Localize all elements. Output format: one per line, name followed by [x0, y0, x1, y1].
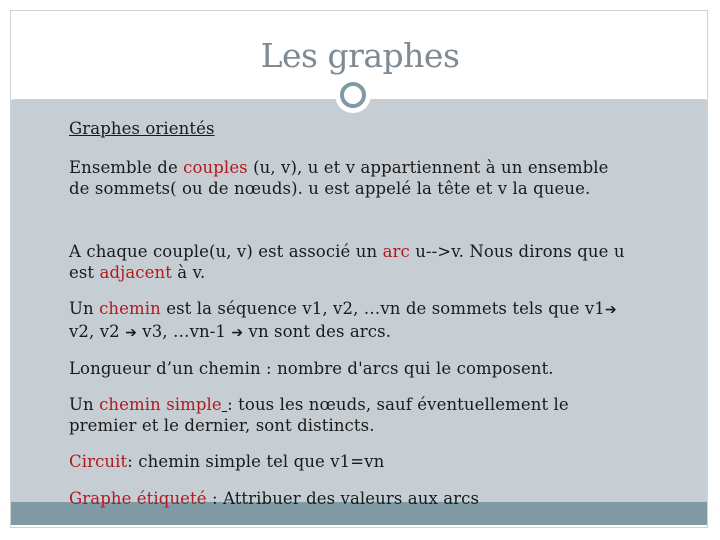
term-adjacent: adjacent: [99, 263, 172, 282]
arrow-right-icon: ➔: [125, 325, 137, 341]
p3-text-c: est la séquence v1, v2, …vn de sommets tels que v1: [160, 299, 605, 318]
p3-text-f: vn sont des arcs.: [243, 322, 392, 341]
paragraph-graphe-etiquete: [69, 488, 629, 509]
term-chemin: chemin: [99, 299, 161, 318]
term-couples: couples: [183, 158, 248, 177]
p1-text-a: Ensemble de: [69, 158, 184, 177]
p1-text-c: (u, v), u et v appartiennent à un ensemble de sommets( ou de nœuds). u est appelé la tête et v la queue.: [69, 158, 609, 198]
circle-icon: [340, 82, 366, 108]
paragraph-circuit: [69, 451, 629, 472]
p3-text-a: Un: [69, 299, 100, 318]
term-arc: arc: [382, 242, 410, 261]
term-graphe-etiquete: Graphe étiqueté: [69, 489, 207, 508]
p6-text-b: : chemin simple tel que v1=vn: [127, 452, 385, 471]
p2-text-a: A chaque couple(u, v) est associé un: [69, 242, 383, 261]
paragraph-chemin: [69, 298, 629, 344]
paragraph-arc: [69, 241, 629, 283]
p3-text-d: v2, v2: [69, 322, 126, 341]
heading-graphes-orientes: [69, 118, 629, 139]
p5-text-a: Un: [69, 395, 100, 414]
paragraph-longueur: [69, 358, 629, 379]
arrow-right-icon: ➔: [604, 302, 617, 318]
p2-text-c: u-->v. Nous dirons que u est: [69, 242, 625, 282]
arrow-right-icon: ➔: [231, 325, 244, 341]
term-circuit: Circuit: [69, 452, 128, 471]
slide-title: Les graphes: [260, 36, 460, 75]
p5-text-d: : tous les nœuds, sauf éventuellement le premier et le dernier, sont distincts.: [69, 395, 569, 435]
term-chemin-simple: chemin simple: [99, 395, 222, 414]
p2-text-e: à v.: [171, 263, 206, 282]
paragraph-couples: [69, 157, 629, 199]
paragraph-chemin-simple: [69, 394, 629, 436]
p3-text-e: v3, …vn-1: [136, 322, 232, 341]
heading-text: Graphes orientés: [69, 119, 215, 138]
p7-text-b: : Attribuer des valeurs aux arcs: [206, 489, 480, 508]
p4-text: Longueur d’un chemin : nombre d'arcs qui le composent.: [69, 359, 554, 378]
